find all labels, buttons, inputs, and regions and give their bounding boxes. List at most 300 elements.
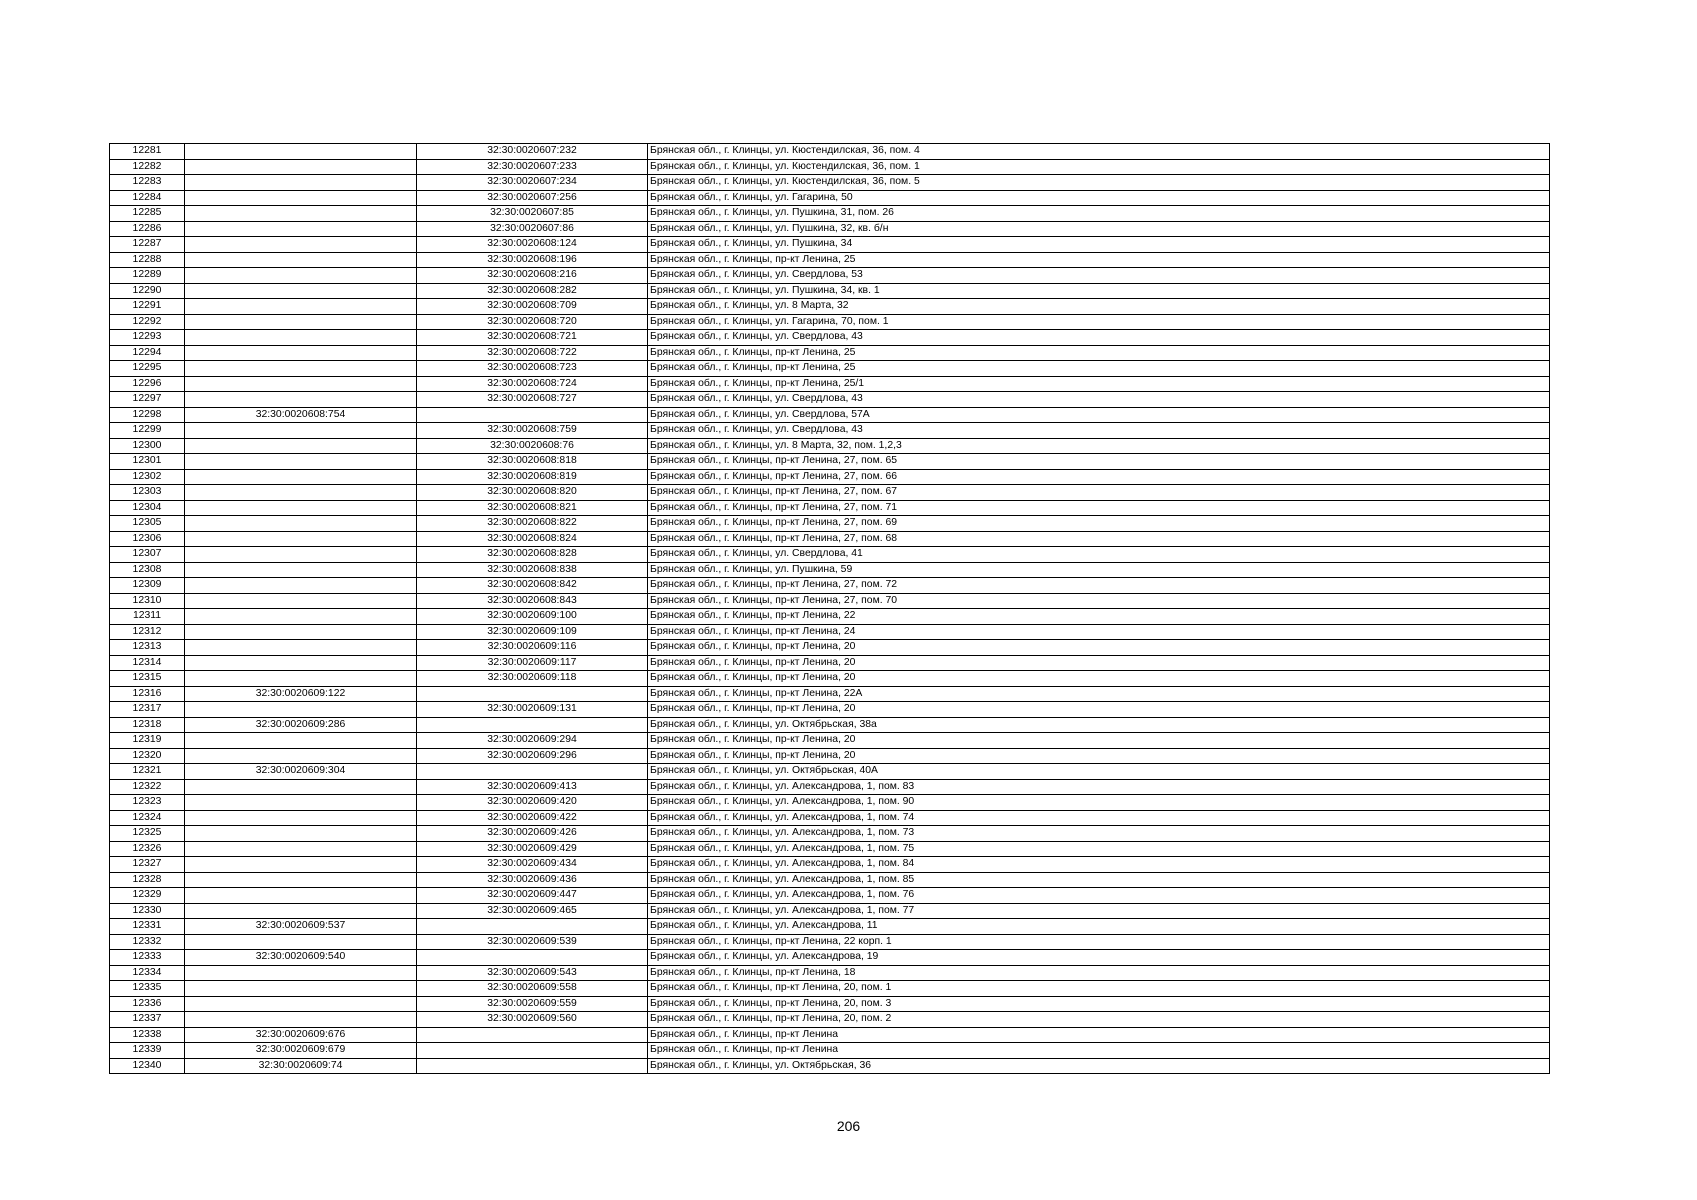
land-cadastral-number-cell <box>185 159 417 175</box>
land-cadastral-number-cell <box>185 190 417 206</box>
row-number-cell: 12294 <box>110 345 185 361</box>
row-number-cell: 12323 <box>110 795 185 811</box>
object-cadastral-number-cell: 32:30:0020609:294 <box>417 733 648 749</box>
table-row <box>110 841 1550 857</box>
row-number-cell: 12327 <box>110 857 185 873</box>
land-cadastral-number-cell <box>185 640 417 656</box>
table-row <box>110 795 1550 811</box>
registry-table <box>109 143 1550 1074</box>
row-number-cell: 12287 <box>110 237 185 253</box>
table-row <box>110 237 1550 253</box>
table-row <box>110 950 1550 966</box>
land-cadastral-number-cell <box>185 392 417 408</box>
registry-table-body <box>110 144 1550 1074</box>
object-cadastral-number-cell: 32:30:0020608:759 <box>417 423 648 439</box>
address-cell: Брянская обл., г. Клинцы, ул. Александрова, 19 <box>648 950 1550 966</box>
object-cadastral-number-cell: 32:30:0020609:429 <box>417 841 648 857</box>
address-cell: Брянская обл., г. Клинцы, пр-кт Ленина, 20 <box>648 702 1550 718</box>
object-cadastral-number-cell <box>417 1058 648 1074</box>
table-row <box>110 144 1550 160</box>
land-cadastral-number-cell <box>185 345 417 361</box>
address-cell: Брянская обл., г. Клинцы, пр-кт Ленина, 25 <box>648 361 1550 377</box>
object-cadastral-number-cell: 32:30:0020608:216 <box>417 268 648 284</box>
land-cadastral-number-cell <box>185 965 417 981</box>
table-row <box>110 454 1550 470</box>
address-cell: Брянская обл., г. Клинцы, ул. Александрова, 1, пом. 77 <box>648 903 1550 919</box>
land-cadastral-number-cell: 32:30:0020609:540 <box>185 950 417 966</box>
address-cell: Брянская обл., г. Клинцы, ул. Александрова, 11 <box>648 919 1550 935</box>
row-number-cell: 12322 <box>110 779 185 795</box>
address-cell: Брянская обл., г. Клинцы, пр-кт Ленина, 22А <box>648 686 1550 702</box>
object-cadastral-number-cell <box>417 717 648 733</box>
row-number-cell: 12297 <box>110 392 185 408</box>
address-cell: Брянская обл., г. Клинцы, ул. Свердлова, 43 <box>648 423 1550 439</box>
table-row <box>110 469 1550 485</box>
land-cadastral-number-cell <box>185 826 417 842</box>
row-number-cell: 12289 <box>110 268 185 284</box>
object-cadastral-number-cell <box>417 407 648 423</box>
object-cadastral-number-cell: 32:30:0020609:436 <box>417 872 648 888</box>
address-cell: Брянская обл., г. Клинцы, пр-кт Ленина, 25 <box>648 252 1550 268</box>
address-cell: Брянская обл., г. Клинцы, пр-кт Ленина, 20, пом. 3 <box>648 996 1550 1012</box>
address-cell: Брянская обл., г. Клинцы, ул. 8 Марта, 32 <box>648 299 1550 315</box>
address-cell: Брянская обл., г. Клинцы, ул. Пушкина, 31, пом. 26 <box>648 206 1550 222</box>
land-cadastral-number-cell <box>185 175 417 191</box>
row-number-cell: 12312 <box>110 624 185 640</box>
land-cadastral-number-cell <box>185 934 417 950</box>
table-row <box>110 748 1550 764</box>
table-row <box>110 609 1550 625</box>
land-cadastral-number-cell <box>185 578 417 594</box>
land-cadastral-number-cell <box>185 361 417 377</box>
object-cadastral-number-cell: 32:30:0020608:196 <box>417 252 648 268</box>
table-row <box>110 361 1550 377</box>
row-number-cell: 12284 <box>110 190 185 206</box>
object-cadastral-number-cell: 32:30:0020609:559 <box>417 996 648 1012</box>
land-cadastral-number-cell <box>185 252 417 268</box>
address-cell: Брянская обл., г. Клинцы, ул. Пушкина, 59 <box>648 562 1550 578</box>
row-number-cell: 12338 <box>110 1027 185 1043</box>
object-cadastral-number-cell: 32:30:0020609:420 <box>417 795 648 811</box>
land-cadastral-number-cell <box>185 547 417 563</box>
row-number-cell: 12308 <box>110 562 185 578</box>
address-cell: Брянская обл., г. Клинцы, пр-кт Ленина, 27, пом. 71 <box>648 500 1550 516</box>
table-row <box>110 345 1550 361</box>
row-number-cell: 12325 <box>110 826 185 842</box>
row-number-cell: 12340 <box>110 1058 185 1074</box>
land-cadastral-number-cell <box>185 330 417 346</box>
row-number-cell: 12305 <box>110 516 185 532</box>
row-number-cell: 12286 <box>110 221 185 237</box>
object-cadastral-number-cell: 32:30:0020608:821 <box>417 500 648 516</box>
table-row <box>110 314 1550 330</box>
table-row <box>110 779 1550 795</box>
row-number-cell: 12304 <box>110 500 185 516</box>
table-row <box>110 702 1550 718</box>
land-cadastral-number-cell <box>185 748 417 764</box>
object-cadastral-number-cell: 32:30:0020609:116 <box>417 640 648 656</box>
address-cell: Брянская обл., г. Клинцы, пр-кт Ленина, 27, пом. 70 <box>648 593 1550 609</box>
address-cell: Брянская обл., г. Клинцы, пр-кт Ленина <box>648 1027 1550 1043</box>
row-number-cell: 12283 <box>110 175 185 191</box>
object-cadastral-number-cell: 32:30:0020608:820 <box>417 485 648 501</box>
object-cadastral-number-cell: 32:30:0020609:413 <box>417 779 648 795</box>
object-cadastral-number-cell: 32:30:0020607:85 <box>417 206 648 222</box>
object-cadastral-number-cell: 32:30:0020608:842 <box>417 578 648 594</box>
table-row <box>110 934 1550 950</box>
object-cadastral-number-cell: 32:30:0020608:843 <box>417 593 648 609</box>
row-number-cell: 12307 <box>110 547 185 563</box>
row-number-cell: 12288 <box>110 252 185 268</box>
land-cadastral-number-cell <box>185 981 417 997</box>
object-cadastral-number-cell: 32:30:0020608:828 <box>417 547 648 563</box>
row-number-cell: 12309 <box>110 578 185 594</box>
table-row <box>110 423 1550 439</box>
land-cadastral-number-cell: 32:30:0020609:122 <box>185 686 417 702</box>
address-cell: Брянская обл., г. Клинцы, пр-кт Ленина, 27, пом. 65 <box>648 454 1550 470</box>
address-cell: Брянская обл., г. Клинцы, ул. Пушкина, 32, кв. б/н <box>648 221 1550 237</box>
object-cadastral-number-cell: 32:30:0020608:124 <box>417 237 648 253</box>
land-cadastral-number-cell <box>185 996 417 1012</box>
row-number-cell: 12315 <box>110 671 185 687</box>
table-row <box>110 624 1550 640</box>
row-number-cell: 12298 <box>110 407 185 423</box>
address-cell: Брянская обл., г. Клинцы, ул. Пушкина, 34 <box>648 237 1550 253</box>
row-number-cell: 12335 <box>110 981 185 997</box>
table-row <box>110 903 1550 919</box>
address-cell: Брянская обл., г. Клинцы, пр-кт Ленина, 25/1 <box>648 376 1550 392</box>
address-cell: Брянская обл., г. Клинцы, пр-кт Ленина, 24 <box>648 624 1550 640</box>
table-row <box>110 671 1550 687</box>
land-cadastral-number-cell: 32:30:0020609:286 <box>185 717 417 733</box>
land-cadastral-number-cell <box>185 593 417 609</box>
address-cell: Брянская обл., г. Клинцы, ул. Свердлова, 41 <box>648 547 1550 563</box>
address-cell: Брянская обл., г. Клинцы, пр-кт Ленина, 27, пом. 68 <box>648 531 1550 547</box>
row-number-cell: 12290 <box>110 283 185 299</box>
row-number-cell: 12306 <box>110 531 185 547</box>
row-number-cell: 12303 <box>110 485 185 501</box>
address-cell: Брянская обл., г. Клинцы, ул. Кюстендилская, 36, пом. 4 <box>648 144 1550 160</box>
row-number-cell: 12329 <box>110 888 185 904</box>
land-cadastral-number-cell <box>185 609 417 625</box>
row-number-cell: 12319 <box>110 733 185 749</box>
land-cadastral-number-cell <box>185 795 417 811</box>
object-cadastral-number-cell: 32:30:0020609:117 <box>417 655 648 671</box>
address-cell: Брянская обл., г. Клинцы, ул. Кюстендилская, 36, пом. 1 <box>648 159 1550 175</box>
table-row <box>110 531 1550 547</box>
land-cadastral-number-cell <box>185 221 417 237</box>
land-cadastral-number-cell <box>185 454 417 470</box>
address-cell: Брянская обл., г. Клинцы, ул. Свердлова, 43 <box>648 392 1550 408</box>
address-cell: Брянская обл., г. Клинцы, ул. Гагарина, 50 <box>648 190 1550 206</box>
table-row <box>110 810 1550 826</box>
address-cell: Брянская обл., г. Клинцы, пр-кт Ленина, 20 <box>648 733 1550 749</box>
land-cadastral-number-cell <box>185 299 417 315</box>
address-cell: Брянская обл., г. Клинцы, ул. Александрова, 1, пом. 73 <box>648 826 1550 842</box>
row-number-cell: 12282 <box>110 159 185 175</box>
object-cadastral-number-cell <box>417 919 648 935</box>
object-cadastral-number-cell: 32:30:0020609:434 <box>417 857 648 873</box>
row-number-cell: 12311 <box>110 609 185 625</box>
land-cadastral-number-cell <box>185 733 417 749</box>
land-cadastral-number-cell <box>185 314 417 330</box>
land-cadastral-number-cell: 32:30:0020609:676 <box>185 1027 417 1043</box>
address-cell: Брянская обл., г. Клинцы, ул. Гагарина, 70, пом. 1 <box>648 314 1550 330</box>
address-cell: Брянская обл., г. Клинцы, пр-кт Ленина, 27, пом. 67 <box>648 485 1550 501</box>
table-row <box>110 655 1550 671</box>
land-cadastral-number-cell <box>185 857 417 873</box>
land-cadastral-number-cell <box>185 655 417 671</box>
address-cell: Брянская обл., г. Клинцы, ул. Александрова, 1, пом. 76 <box>648 888 1550 904</box>
object-cadastral-number-cell: 32:30:0020608:709 <box>417 299 648 315</box>
object-cadastral-number-cell: 32:30:0020609:560 <box>417 1012 648 1028</box>
address-cell: Брянская обл., г. Клинцы, пр-кт Ленина, 27, пом. 66 <box>648 469 1550 485</box>
object-cadastral-number-cell: 32:30:0020607:233 <box>417 159 648 175</box>
object-cadastral-number-cell <box>417 1043 648 1059</box>
row-number-cell: 12332 <box>110 934 185 950</box>
address-cell: Брянская обл., г. Клинцы, ул. Октябрьская, 38а <box>648 717 1550 733</box>
table-row <box>110 717 1550 733</box>
object-cadastral-number-cell <box>417 950 648 966</box>
address-cell: Брянская обл., г. Клинцы, пр-кт Ленина, 22 <box>648 609 1550 625</box>
address-cell: Брянская обл., г. Клинцы, ул. Октябрьская, 40А <box>648 764 1550 780</box>
land-cadastral-number-cell <box>185 423 417 439</box>
land-cadastral-number-cell <box>185 500 417 516</box>
object-cadastral-number-cell: 32:30:0020608:723 <box>417 361 648 377</box>
row-number-cell: 12317 <box>110 702 185 718</box>
row-number-cell: 12316 <box>110 686 185 702</box>
row-number-cell: 12299 <box>110 423 185 439</box>
table-row <box>110 1058 1550 1074</box>
row-number-cell: 12339 <box>110 1043 185 1059</box>
row-number-cell: 12300 <box>110 438 185 454</box>
land-cadastral-number-cell <box>185 144 417 160</box>
land-cadastral-number-cell <box>185 888 417 904</box>
land-cadastral-number-cell <box>185 562 417 578</box>
address-cell: Брянская обл., г. Клинцы, ул. 8 Марта, 32, пом. 1,2,3 <box>648 438 1550 454</box>
address-cell: Брянская обл., г. Клинцы, пр-кт Ленина, 27, пом. 69 <box>648 516 1550 532</box>
land-cadastral-number-cell <box>185 841 417 857</box>
address-cell: Брянская обл., г. Клинцы, пр-кт Ленина, 20, пом. 1 <box>648 981 1550 997</box>
object-cadastral-number-cell: 32:30:0020608:76 <box>417 438 648 454</box>
object-cadastral-number-cell: 32:30:0020609:426 <box>417 826 648 842</box>
table-row <box>110 175 1550 191</box>
address-cell: Брянская обл., г. Клинцы, ул. Александрова, 1, пом. 83 <box>648 779 1550 795</box>
land-cadastral-number-cell <box>185 516 417 532</box>
object-cadastral-number-cell: 32:30:0020608:727 <box>417 392 648 408</box>
table-row <box>110 857 1550 873</box>
table-row <box>110 578 1550 594</box>
table-row <box>110 593 1550 609</box>
row-number-cell: 12318 <box>110 717 185 733</box>
row-number-cell: 12301 <box>110 454 185 470</box>
land-cadastral-number-cell <box>185 903 417 919</box>
address-cell: Брянская обл., г. Клинцы, ул. Александрова, 1, пом. 75 <box>648 841 1550 857</box>
land-cadastral-number-cell <box>185 810 417 826</box>
object-cadastral-number-cell: 32:30:0020609:422 <box>417 810 648 826</box>
row-number-cell: 12295 <box>110 361 185 377</box>
table-row <box>110 299 1550 315</box>
table-row <box>110 283 1550 299</box>
land-cadastral-number-cell: 32:30:0020609:74 <box>185 1058 417 1074</box>
row-number-cell: 12291 <box>110 299 185 315</box>
row-number-cell: 12331 <box>110 919 185 935</box>
table-row <box>110 733 1550 749</box>
row-number-cell: 12324 <box>110 810 185 826</box>
address-cell: Брянская обл., г. Клинцы, ул. Александрова, 1, пом. 85 <box>648 872 1550 888</box>
row-number-cell: 12292 <box>110 314 185 330</box>
object-cadastral-number-cell: 32:30:0020607:86 <box>417 221 648 237</box>
address-cell: Брянская обл., г. Клинцы, пр-кт Ленина, 25 <box>648 345 1550 361</box>
object-cadastral-number-cell: 32:30:0020608:822 <box>417 516 648 532</box>
row-number-cell: 12302 <box>110 469 185 485</box>
table-row <box>110 996 1550 1012</box>
address-cell: Брянская обл., г. Клинцы, ул. Свердлова, 43 <box>648 330 1550 346</box>
table-row <box>110 516 1550 532</box>
table-row <box>110 407 1550 423</box>
address-cell: Брянская обл., г. Клинцы, ул. Свердлова, 53 <box>648 268 1550 284</box>
land-cadastral-number-cell: 32:30:0020609:679 <box>185 1043 417 1059</box>
row-number-cell: 12296 <box>110 376 185 392</box>
address-cell: Брянская обл., г. Клинцы, пр-кт Ленина, 20 <box>648 640 1550 656</box>
table-row <box>110 764 1550 780</box>
object-cadastral-number-cell: 32:30:0020608:824 <box>417 531 648 547</box>
address-cell: Брянская обл., г. Клинцы, пр-кт Ленина, 18 <box>648 965 1550 981</box>
address-cell: Брянская обл., г. Клинцы, ул. Кюстендилская, 36, пом. 5 <box>648 175 1550 191</box>
land-cadastral-number-cell <box>185 268 417 284</box>
table-row <box>110 872 1550 888</box>
row-number-cell: 12285 <box>110 206 185 222</box>
row-number-cell: 12310 <box>110 593 185 609</box>
object-cadastral-number-cell: 32:30:0020609:131 <box>417 702 648 718</box>
table-row <box>110 252 1550 268</box>
object-cadastral-number-cell: 32:30:0020608:818 <box>417 454 648 470</box>
table-row <box>110 1043 1550 1059</box>
row-number-cell: 12320 <box>110 748 185 764</box>
land-cadastral-number-cell <box>185 469 417 485</box>
table-row <box>110 1012 1550 1028</box>
address-cell: Брянская обл., г. Клинцы, пр-кт Ленина, 20 <box>648 655 1550 671</box>
table-row <box>110 376 1550 392</box>
object-cadastral-number-cell <box>417 686 648 702</box>
row-number-cell: 12314 <box>110 655 185 671</box>
object-cadastral-number-cell: 32:30:0020608:720 <box>417 314 648 330</box>
row-number-cell: 12321 <box>110 764 185 780</box>
table-row <box>110 438 1550 454</box>
land-cadastral-number-cell <box>185 1012 417 1028</box>
land-cadastral-number-cell <box>185 702 417 718</box>
table-row <box>110 206 1550 222</box>
object-cadastral-number-cell: 32:30:0020609:543 <box>417 965 648 981</box>
row-number-cell: 12328 <box>110 872 185 888</box>
address-cell: Брянская обл., г. Клинцы, пр-кт Ленина <box>648 1043 1550 1059</box>
address-cell: Брянская обл., г. Клинцы, ул. Октябрьская, 36 <box>648 1058 1550 1074</box>
address-cell: Брянская обл., г. Клинцы, пр-кт Ленина, 20, пом. 2 <box>648 1012 1550 1028</box>
table-row <box>110 190 1550 206</box>
land-cadastral-number-cell <box>185 376 417 392</box>
object-cadastral-number-cell: 32:30:0020609:118 <box>417 671 648 687</box>
row-number-cell: 12333 <box>110 950 185 966</box>
address-cell: Брянская обл., г. Клинцы, ул. Александрова, 1, пом. 90 <box>648 795 1550 811</box>
row-number-cell: 12334 <box>110 965 185 981</box>
address-cell: Брянская обл., г. Клинцы, пр-кт Ленина, 22 корп. 1 <box>648 934 1550 950</box>
address-cell: Брянская обл., г. Клинцы, ул. Пушкина, 34, кв. 1 <box>648 283 1550 299</box>
table-row <box>110 965 1550 981</box>
object-cadastral-number-cell: 32:30:0020608:724 <box>417 376 648 392</box>
table-row <box>110 640 1550 656</box>
land-cadastral-number-cell <box>185 531 417 547</box>
object-cadastral-number-cell: 32:30:0020609:109 <box>417 624 648 640</box>
address-cell: Брянская обл., г. Клинцы, пр-кт Ленина, 20 <box>648 671 1550 687</box>
page-number: 206 <box>836 1118 861 1134</box>
table-row <box>110 392 1550 408</box>
table-row <box>110 888 1550 904</box>
land-cadastral-number-cell <box>185 206 417 222</box>
table-row <box>110 686 1550 702</box>
object-cadastral-number-cell: 32:30:0020608:838 <box>417 562 648 578</box>
row-number-cell: 12293 <box>110 330 185 346</box>
object-cadastral-number-cell: 32:30:0020608:819 <box>417 469 648 485</box>
object-cadastral-number-cell: 32:30:0020608:282 <box>417 283 648 299</box>
row-number-cell: 12336 <box>110 996 185 1012</box>
row-number-cell: 12330 <box>110 903 185 919</box>
table-row <box>110 1027 1550 1043</box>
row-number-cell: 12326 <box>110 841 185 857</box>
row-number-cell: 12337 <box>110 1012 185 1028</box>
object-cadastral-number-cell: 32:30:0020609:465 <box>417 903 648 919</box>
land-cadastral-number-cell: 32:30:0020609:304 <box>185 764 417 780</box>
table-row <box>110 485 1550 501</box>
object-cadastral-number-cell: 32:30:0020608:721 <box>417 330 648 346</box>
land-cadastral-number-cell <box>185 237 417 253</box>
address-cell: Брянская обл., г. Клинцы, пр-кт Ленина, 20 <box>648 748 1550 764</box>
address-cell: Брянская обл., г. Клинцы, ул. Александрова, 1, пом. 74 <box>648 810 1550 826</box>
object-cadastral-number-cell: 32:30:0020608:722 <box>417 345 648 361</box>
object-cadastral-number-cell: 32:30:0020607:234 <box>417 175 648 191</box>
land-cadastral-number-cell: 32:30:0020608:754 <box>185 407 417 423</box>
object-cadastral-number-cell <box>417 764 648 780</box>
object-cadastral-number-cell: 32:30:0020609:296 <box>417 748 648 764</box>
land-cadastral-number-cell <box>185 485 417 501</box>
row-number-cell: 12281 <box>110 144 185 160</box>
table-row <box>110 500 1550 516</box>
table-row <box>110 826 1550 842</box>
table-row <box>110 221 1550 237</box>
table-row <box>110 547 1550 563</box>
object-cadastral-number-cell: 32:30:0020609:447 <box>417 888 648 904</box>
object-cadastral-number-cell: 32:30:0020607:256 <box>417 190 648 206</box>
object-cadastral-number-cell: 32:30:0020609:558 <box>417 981 648 997</box>
object-cadastral-number-cell: 32:30:0020609:539 <box>417 934 648 950</box>
object-cadastral-number-cell: 32:30:0020607:232 <box>417 144 648 160</box>
row-number-cell: 12313 <box>110 640 185 656</box>
table-row <box>110 981 1550 997</box>
table-row <box>110 268 1550 284</box>
land-cadastral-number-cell <box>185 872 417 888</box>
land-cadastral-number-cell: 32:30:0020609:537 <box>185 919 417 935</box>
land-cadastral-number-cell <box>185 779 417 795</box>
land-cadastral-number-cell <box>185 283 417 299</box>
table-row <box>110 330 1550 346</box>
address-cell: Брянская обл., г. Клинцы, ул. Свердлова, 57А <box>648 407 1550 423</box>
land-cadastral-number-cell <box>185 438 417 454</box>
object-cadastral-number-cell <box>417 1027 648 1043</box>
object-cadastral-number-cell: 32:30:0020609:100 <box>417 609 648 625</box>
address-cell: Брянская обл., г. Клинцы, ул. Александрова, 1, пом. 84 <box>648 857 1550 873</box>
table-row <box>110 919 1550 935</box>
table-row <box>110 159 1550 175</box>
land-cadastral-number-cell <box>185 624 417 640</box>
